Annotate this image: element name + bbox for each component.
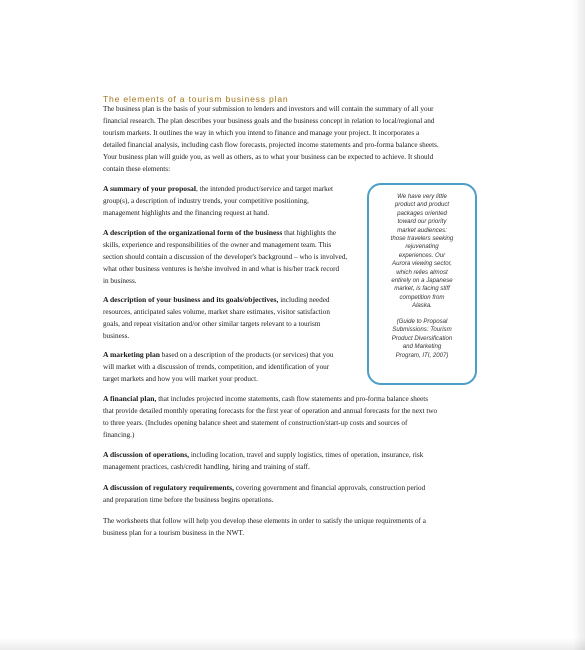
quote-line: Aurora viewing sector,	[392, 260, 452, 268]
element-text: in business.	[103, 277, 137, 285]
quote-source-line: (Guide to Proposal	[396, 318, 448, 325]
section-heading: The elements of a tourism business plan	[103, 94, 289, 104]
element-text: management highlights and the financing request at hand.	[103, 209, 270, 217]
element-term: A discussion of operations,	[103, 450, 190, 459]
element-term: A description of your business and its goals/objectives,	[103, 295, 279, 304]
element-term: A discussion of regulatory requirements,	[103, 483, 234, 492]
element-text: covering government and financial approvals, construction period	[234, 484, 426, 492]
element-text: target markets and how you will market your product.	[103, 375, 258, 383]
intro-line: contain these elements:	[103, 165, 171, 173]
element-text: based on a description of the products (or services) that you	[159, 351, 334, 359]
element-text: group(s), a description of industry trends, your competitive positioning,	[103, 197, 309, 205]
intro-line: detailed financial analysis, including cash flow forecasts, projected income statements and pro-forma balance sheets.	[103, 141, 439, 149]
page-shadow-bottom	[0, 638, 585, 650]
closing-line: business plan for a tourism business in the NWT.	[103, 529, 245, 537]
element-text: including location, travel and supply logistics, times of operation, insurance, risk	[189, 451, 424, 459]
element-text: that highlights the	[282, 229, 336, 237]
element-text: business.	[103, 332, 130, 340]
element-term: A financial plan,	[103, 394, 157, 403]
quote-line: toward our priority	[397, 218, 447, 226]
quote-line: product and product	[394, 201, 450, 209]
closing-line: The worksheets that follow will help you develop these elements in order to satisfy the unique requirements of a	[103, 517, 426, 525]
quote-source-line: Submissions: Tourism	[392, 326, 452, 334]
quote-line: rejuvenating	[405, 243, 439, 251]
quote-line: which relies almost	[396, 268, 448, 276]
element-text: resources, anticipated sales volume, market share estimates, visitor satisfaction	[103, 308, 330, 316]
page-shadow-right	[573, 0, 585, 650]
quote-line: market audiences:	[397, 226, 447, 234]
quote-line: entirely on a Japanese	[391, 277, 453, 284]
element-text: section should contain a discussion of the developer's background – who is involved,	[103, 253, 348, 261]
quote-line: experiences. Our	[398, 251, 446, 259]
element-text: what other business ventures is he/she involved in and what is his/her track record	[103, 265, 340, 273]
element-text: financing.)	[103, 431, 135, 439]
intro-line: tourism markets. It outlines the way in which you intend to finance and manage your project. It incorporates a	[103, 129, 420, 137]
element-text: and preparation time before the business begins operations.	[103, 496, 274, 504]
quote-source-line: Program, ITI, 2007)	[395, 351, 449, 359]
quote-callout	[367, 183, 477, 385]
element-text: will market with a discussion of trends, competition, and identification of your	[103, 363, 330, 371]
quote-line: Alaska.	[412, 302, 432, 310]
quote-line: packages oriented	[397, 209, 447, 217]
quote-source-line: and Marketing	[402, 343, 442, 351]
element-text: skills, experience and responsibilities of the owner and management team. This	[103, 241, 332, 249]
element-text: to three years. (Includes opening balance sheet and statement of construction/start-up costs and sources of	[103, 419, 408, 427]
intro-line: Your business plan will guide you, as well as others, as to what your business can be expected to achieve. It should	[103, 153, 434, 161]
element-text: including needed	[278, 296, 330, 304]
intro-line: financial research. The plan describes your business goals and the business concept in relation to local/regional and	[103, 117, 435, 125]
quote-line: We have very little	[397, 193, 447, 200]
element-term: A description of the organizational form of the business	[103, 228, 283, 237]
element-text: goals, and repeat visitation and/or other similar targets relevant to a tourism	[103, 320, 321, 328]
element-text: management practices, cash/credit handling, hiring and training of staff.	[103, 463, 310, 471]
quote-line: competition from	[399, 293, 445, 301]
element-text: , the intended product/service and target market	[195, 185, 333, 193]
quote-line: those travelers seeking	[390, 235, 454, 242]
element-term: A marketing plan	[103, 350, 160, 359]
element-term: A summary of your proposal	[103, 184, 196, 193]
quote-line: market, is facing stiff	[394, 285, 450, 293]
quote-source-line: Product Diversification	[391, 334, 453, 342]
element-text: that includes projected income statements, cash flow statements and pro-forma balance sheets	[156, 395, 429, 403]
intro-line: The business plan is the basis of your submission to lenders and investors and will contain the summary of all your	[103, 105, 434, 113]
element-text: that provide detailed monthly operating forecasts for the first year of operation and annual forecasts for the next two	[103, 407, 438, 415]
